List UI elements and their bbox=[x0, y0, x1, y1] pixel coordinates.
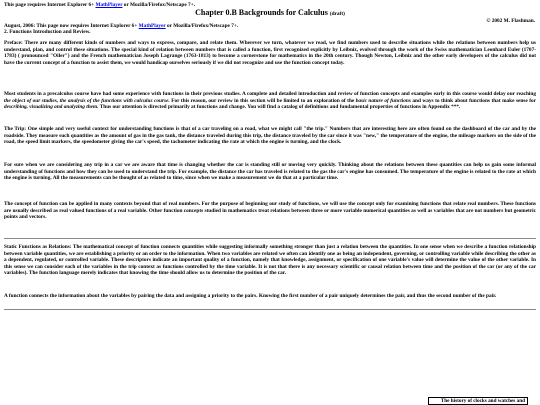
preface-paragraph: Preface: There are many different kinds of numbers and ways to express, compare, and relate them. Wherever we turn, whatever we read, we find numbers used to describe situations while the relations between numbers help us understand, plan, and control these situations. The special kind of relation between numbers that is called a function, first recognized explicitly by Leibniz, evolved through the work of the Swiss mathematician Leonhard Euler (1707-1783) ( pronounced "Oiler") and the French mathematician Joseph Lagrange (1763-1813) to become a cornerstone for mathematics in the 20th century. Though Newton, Leibniz and the other early developers of the calculus did not have the current concept of a function to assist them, we would handicap ourselves seriously if we did not recognize and use the function concept today. bbox=[4, 40, 536, 66]
concept-paragraph: The concept of function can be applied in many contexts beyond that of real numbers. For the purpose of beginning our study of functions, we will use the concept only for examining functions that relate real numbers. These functions are usually described as real valued functions of a real variable. Other function concepts studied in mathematics treat relations between three or more variable numerical quantities as well as variables that are not numbers but geometric points and vectors. bbox=[4, 201, 536, 220]
function-connects-paragraph: A function connects the information about the variables by pairing the data and assigning a priority to the pairs. Knowing the first number of a pair uniquely determines the pair, and thus the second number of the pair. bbox=[4, 293, 497, 299]
students-paragraph: Most students in a precalculus course have had some experience with functions in their previous studies. A complete and detailed introduction and review of function concepts and examples early in this course would delay our reaching the object of our studies, the analysis of the functions with calculus course. For this reason, our review in this section will be limited to an exploration of the basic nature of functions and ways to think about functions that make sense for describing, visualizing and analyzing them. Thus our attention is directed primarily at functions and change. You will find a catalog of definitions and fundamental properties of functions in Appendix ***. bbox=[4, 91, 536, 110]
update-notice: August, 2006: This page now requires Internet Explorer 6+ MathPlayer or Mozilla/Firefox/Netscape 7+. 2. Functions Introduction and Review. bbox=[4, 23, 239, 36]
static-functions-paragraph: Static Functions as Relations: The mathematical concept of function connects quantities while suggesting informally something stronger than just a relation between the quantities. In one sense when we describe a function relationship between variable quantities, we are establishing a priority or an order to the information. When two variables are related we often can identify one as being an independent, governing, or controlling variable while describing the other as a dependent, regulated, or controlled variable. These descriptors indicate an important quality of a function, namely that knowledge, assignment, or specification of one variable's value will determine the value of the other variable. In this sense we can consider each of the variables in the trip context as functions controlled by the time variable. It is not that there is any necessary scientific or causal relation between time and the position of the car (or any of the car variables). The function language merely indicates that knowing the time should allow us to determine the position of the car. bbox=[4, 244, 536, 276]
trip-paragraph: The Trip: One simple and very useful context for understanding functions is that of a car traveling on a road, what we might call "the trip." Numbers that are interesting here are often found on the dashboard of the car and by the roadside. They measure such quantities as the amount of gas in the gas tank, the distance traveled during this trip, the distance traveled by the car since it was "new," the temperature of the engine, the mileage markers on the side of the road, the speed limit markers, the speedometer giving the car's speed, the tachometer indicating the rate at which the engine is turning, and the clock. bbox=[4, 126, 536, 145]
section-heading: 2. Functions Introduction and Review. bbox=[4, 29, 91, 36]
section-divider bbox=[4, 238, 536, 239]
mathplayer-link-2[interactable]: MathPlayer bbox=[138, 23, 166, 29]
section-divider-2 bbox=[4, 309, 536, 310]
copyright-notice: © 2002 M. Flashman. bbox=[486, 18, 535, 24]
history-sidebar-box: The history of clocks and watches and bbox=[428, 397, 528, 405]
browser-requirement-note: This page requires Internet Explorer 6+ MathPlayer or Mozilla/Firefox/Netscape 7+. bbox=[4, 2, 196, 8]
mathplayer-link[interactable]: MathPlayer bbox=[95, 2, 123, 8]
time-paragraph: For sure when we are considering any trip in a car we are aware that time is changing whether the car is standing still or moving very quickly. Thinking about the relations between these quantities can help us gain some informal understanding of functions and how they can be used to understand the trip. For example, the distance the car has traveled is related to the gas the car's engine has consumed. The temperature of the engine is related to the rate at which the engine is turning. All the measurements can be thought of as related to time, since when we make a measurement we do that at a particular time. bbox=[4, 162, 536, 181]
page-title: Chapter 0.B Backgrounds for Calculus (draft) bbox=[195, 8, 345, 17]
